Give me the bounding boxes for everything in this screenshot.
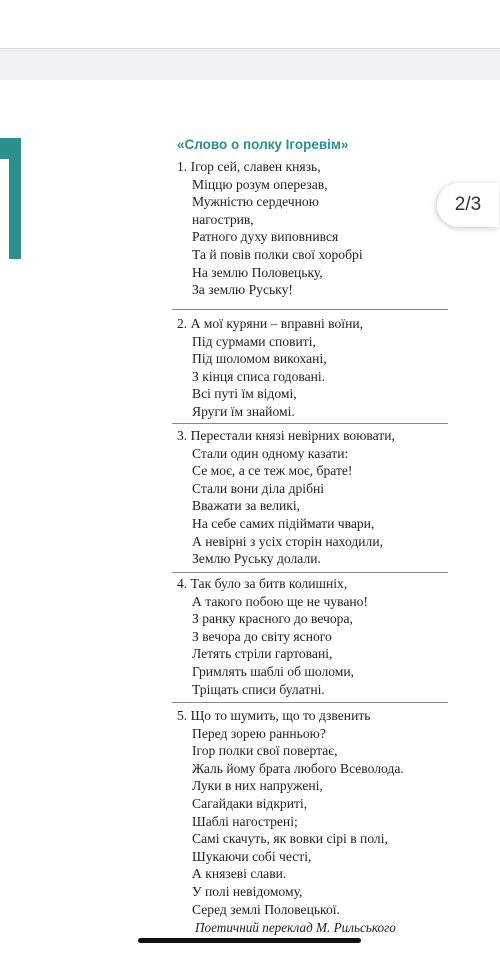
poem-line: 2. А мої куряни – вправні воїни, bbox=[177, 316, 364, 331]
poem-line: нагострив, bbox=[192, 211, 254, 227]
poem-line: З ранку красного до вечора, bbox=[192, 611, 353, 627]
stanza-divider bbox=[172, 702, 448, 703]
poem-line: Міццю розум оперезав, bbox=[192, 176, 328, 192]
poem-line: Жаль йому брата любого Всеволода. bbox=[192, 760, 404, 776]
poem-line: А князеві слави. bbox=[192, 866, 287, 882]
poem-line: Летять стріли гартовані, bbox=[192, 646, 333, 662]
poem-line: Вважати за великі, bbox=[192, 498, 301, 514]
poem-line: Перед зорею ранньою? bbox=[192, 725, 326, 741]
poem-title: «Слово о полку Ігоревім» bbox=[177, 137, 349, 152]
toolbar-band bbox=[0, 49, 500, 80]
poem-line: Стали вони діла дрібні bbox=[192, 480, 325, 496]
stanza-3 bbox=[177, 427, 447, 568]
poem-line: Під шоломом викохані, bbox=[192, 351, 327, 367]
poem-line: Під сурмами сповиті, bbox=[192, 333, 316, 349]
poem-line: Мужністю сердечною bbox=[192, 194, 319, 210]
stanza-divider bbox=[172, 572, 448, 573]
poem-line: Серед землі Половецької. bbox=[192, 901, 340, 917]
chapter-tab-marker bbox=[0, 138, 21, 259]
poem-line: Сагайдаки відкриті, bbox=[192, 795, 308, 811]
stanza-divider bbox=[172, 309, 448, 310]
poem-line: А невірні з усіх сторін находили, bbox=[192, 533, 384, 549]
app-top-bar bbox=[0, 0, 500, 49]
poem-line: Всі путі їм відомі, bbox=[192, 386, 297, 402]
poem-line: 4. Так було за битв колишніх, bbox=[177, 576, 348, 591]
translation-credit: Поетичний переклад М. Рильського bbox=[195, 920, 396, 935]
poem-line: Шукаючи собі честі, bbox=[192, 848, 312, 864]
stanza-5 bbox=[177, 707, 447, 918]
poem-line: Се моє, а се теж моє, брате! bbox=[192, 463, 353, 479]
poem-line: Ігор полки свої повертає, bbox=[192, 743, 338, 759]
poem-line: З вечора до світу ясного bbox=[192, 628, 332, 644]
poem-line: На землю Половецьку, bbox=[192, 264, 323, 280]
stanza-2 bbox=[177, 315, 447, 421]
stanza-4 bbox=[177, 575, 447, 698]
poem-line: На себе самих підіймати чвари, bbox=[192, 515, 375, 531]
chapter-tab-inner bbox=[0, 159, 9, 259]
poem-line: А такого побою ще не чувано! bbox=[192, 593, 368, 609]
poem-line: Самі скачуть, як вовки сірі в полі, bbox=[192, 831, 388, 847]
poem-line: Яруги їм знайомі. bbox=[192, 403, 295, 419]
poem-line: Шаблі нагострені; bbox=[192, 813, 298, 829]
page-indicator-badge[interactable]: 2/3 bbox=[437, 183, 499, 227]
home-indicator[interactable] bbox=[138, 938, 361, 943]
poem-line: 1. Ігор сей, славен князь, bbox=[177, 159, 321, 174]
poem-line: Стали один одному казати: bbox=[192, 445, 349, 461]
poem-line: Гримлять шаблі об шоломи, bbox=[192, 663, 355, 679]
poem-line: З кінця списа годовані. bbox=[192, 368, 326, 384]
poem-line: Землю Руську долали. bbox=[192, 551, 321, 567]
poem-line: 3. Перестали князі невірних воювати, bbox=[177, 428, 395, 443]
poem-line: За землю Руську! bbox=[192, 282, 293, 298]
poem-line: Луки в них напружені, bbox=[192, 778, 323, 794]
poem-line: У полі невідомому, bbox=[192, 883, 303, 899]
poem-line: Тріщать списи булатні. bbox=[192, 681, 325, 697]
poem-line: Та й повів полки свої хоробрі bbox=[192, 246, 363, 262]
poem-line: Ратного духу виповнився bbox=[192, 229, 339, 245]
stanza-1 bbox=[177, 158, 447, 299]
poem-line: 5. Що то шумить, що то дзвенить bbox=[177, 708, 371, 723]
stanza-divider bbox=[172, 423, 448, 424]
